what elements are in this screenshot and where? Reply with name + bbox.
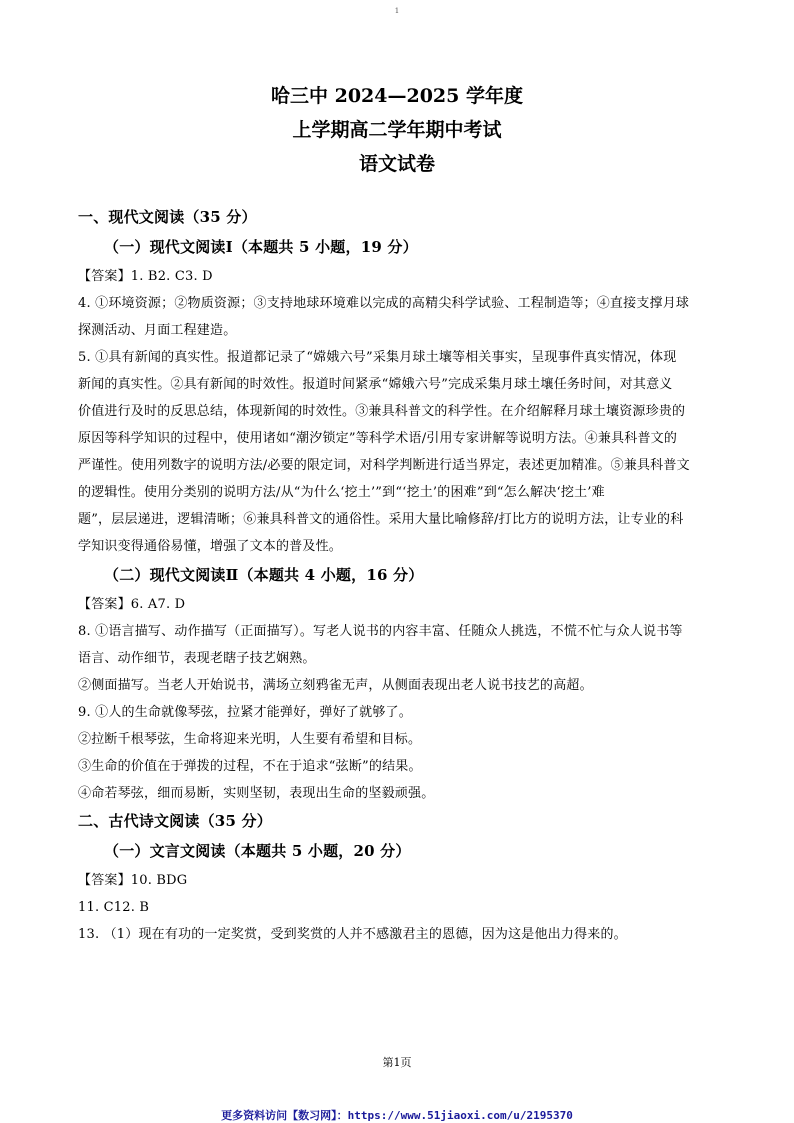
- answer-line: 题”，层层递进，逻辑清晰；⑥兼具科普文的通俗性。采用大量比喻修辞/打比方的说明方法，让专业的科: [78, 512, 684, 527]
- subsection-heading: （一）现代文阅读Ⅰ（本题共 5 小题，19 分）: [104, 238, 418, 256]
- title-school: 哈三中 2024—2025 学年度: [271, 85, 523, 107]
- answer-line: 原因等科学知识的过程中，使用诸如“潮汐锁定”等科学术语/引用专家讲解等说明方法。④兼具科普文的: [78, 431, 678, 446]
- answer-line: 11. C12. B: [78, 900, 150, 915]
- answer-line: 4. ①环境资源；②物质资源；③支持地球环境难以完成的高精尖科学试验、工程制造等；④直接支撑月球: [78, 296, 690, 311]
- answer-line: 【答案】10. BDG: [78, 873, 188, 888]
- answer-line: 探测活动、月面工程建造。: [78, 323, 237, 338]
- section-heading: 一、现代文阅读（35 分）: [78, 208, 257, 226]
- answer-line: 【答案】6. A7. D: [78, 597, 186, 612]
- page-top-mark: 1: [394, 7, 400, 15]
- subsection-heading: （一）文言文阅读（本题共 5 小题，20 分）: [104, 842, 411, 860]
- answer-line: 新闻的真实性。②具有新闻的时效性。报道时间紧承“嫦娥六号”完成采集月球土壤任务时间，对其意义: [78, 377, 673, 392]
- answer-line: 严谨性。使用列数字的说明方法/必要的限定词，对科学判断进行适当界定，表述更加精准。⑤兼具科普文: [78, 458, 690, 473]
- answer-line: 价值进行及时的反思总结，体现新闻的时效性。③兼具科普文的科学性。在介绍解释月球土壤资源珍贵的: [78, 404, 686, 419]
- answer-line: 5. ①具有新闻的真实性。报道都记录了“嫦娥六号”采集月球土壤等相关事实，呈现事件真实情况，体现: [78, 350, 677, 365]
- title-exam: 上学期高二学年期中考试: [292, 119, 502, 141]
- answer-content: [78, 203, 718, 948]
- answer-line: 9. ①人的生命就像琴弦，拉紧才能弹好，弹好了就够了。: [78, 705, 412, 720]
- footer-link[interactable]: 更多资料访问【数习网】：https://www.51jiaoxi.com/u/2195370: [221, 1109, 573, 1122]
- answer-line: ②拉断千根琴弦，生命将迎来光明，人生要有希望和目标。: [78, 732, 422, 747]
- answer-line: ③生命的价值在于弹拨的过程，不在于追求“弦断”的结果。: [78, 759, 422, 774]
- title-subject: 语文试卷: [358, 153, 435, 175]
- answer-line: 8. ①语言描写、动作描写（正面描写）。写老人说书的内容丰富、任随众人挑选，不慌不忙与众人说书等: [78, 624, 683, 639]
- answer-line: 学知识变得通俗易懂，增强了文本的普及性。: [78, 539, 343, 554]
- answer-line: 的逻辑性。使用分类别的说明方法/从“为什么‘挖土’”到“‘挖土’的困难”到“怎么解决‘挖土’难: [78, 485, 605, 500]
- answer-line: ②侧面描写。当老人开始说书，满场立刻鸦雀无声，从侧面表现出老人说书技艺的高超。: [78, 678, 593, 693]
- section-heading: 二、古代诗文阅读（35 分）: [78, 812, 272, 830]
- answer-line: 【答案】1. B2. C3. D: [78, 269, 213, 284]
- answer-line: 13. （1）现在有功的一定奖赏，受到奖赏的人并不感激君主的恩德，因为这是他出力得来的。: [78, 927, 627, 942]
- subsection-heading: （二）现代文阅读Ⅱ（本题共 4 小题，16 分）: [104, 566, 424, 584]
- page-number: 第1页: [382, 1056, 412, 1069]
- answer-line: 语言、动作细节，表现老瞎子技艺娴熟。: [78, 651, 316, 666]
- title-block: [0, 84, 794, 186]
- answer-line: ④命若琴弦，细而易断，实则坚韧，表现出生命的坚毅顽强。: [78, 786, 435, 801]
